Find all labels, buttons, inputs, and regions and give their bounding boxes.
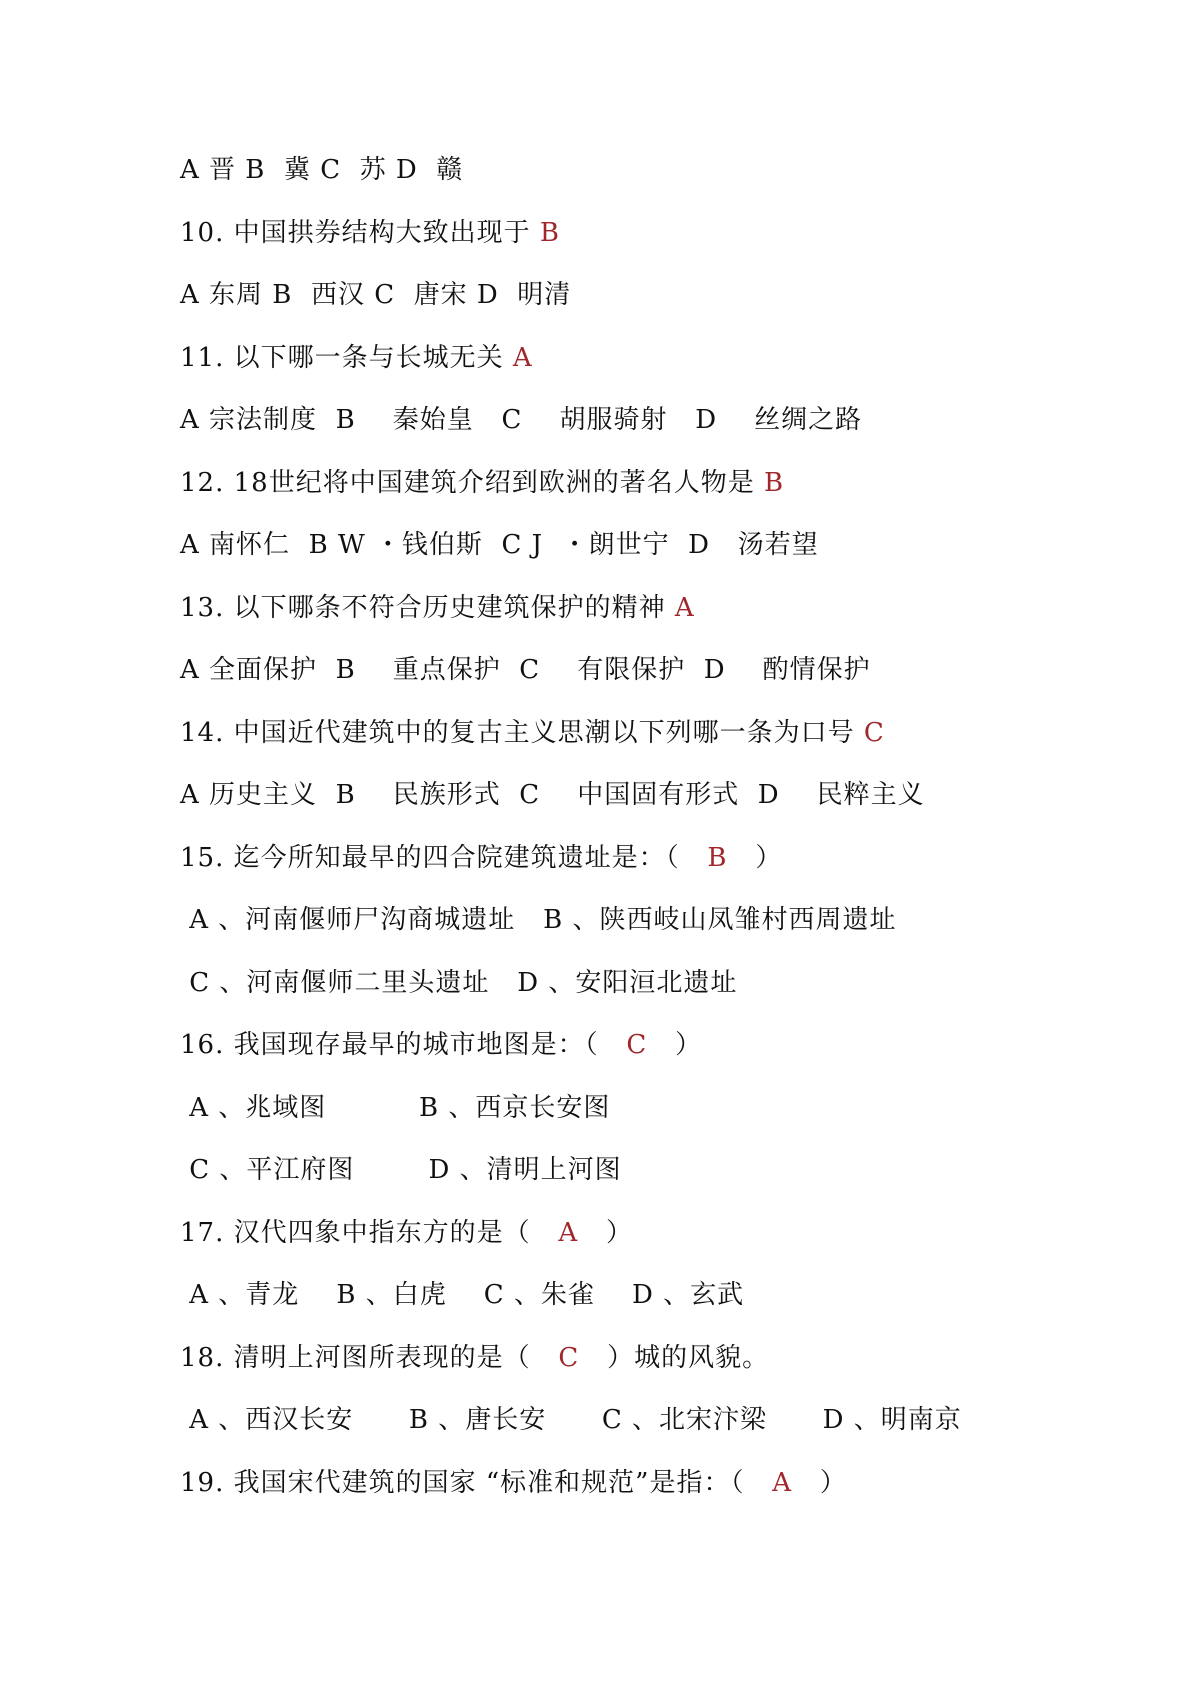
option-line-11: A 宗法制度 B 秦始皇 C 胡服骑射 D 丝绸之路 xyxy=(180,405,863,435)
option-line-15b: C 、河南偃师二里头遗址 D 、安阳洹北遗址 xyxy=(180,967,738,998)
answer-11: A xyxy=(512,342,533,373)
answer-16: C xyxy=(626,1030,648,1060)
answer-13: A xyxy=(674,592,695,623)
question-10: 10. 中国拱券结构大致出现于 B xyxy=(180,217,560,248)
answer-19: A xyxy=(772,1467,793,1498)
question-15: 15. 迄今所知最早的四合院建筑遗址是：（ B ） xyxy=(180,842,783,873)
question-12: 12. 18世纪将中国建筑介绍到欧洲的著名人物是 B xyxy=(180,467,785,498)
question-13: 13. 以下哪条不符合历史建筑保护的精神 A xyxy=(180,592,695,623)
option-line-17: A 、青龙 B 、白虎 C 、朱雀 D 、玄武 xyxy=(180,1280,745,1310)
option-line-16a: A 、兆域图 B 、西京长安图 xyxy=(180,1092,611,1123)
option-line-9: A 晋 B 冀 C 苏 D 赣 xyxy=(180,155,464,185)
option-line-13: A 全面保护 B 重点保护 C 有限保护 D 酌情保护 xyxy=(180,655,871,685)
question-18: 18. 清明上河图所表现的是（ C ）城的风貌。 xyxy=(180,1342,770,1373)
question-16: 16. 我国现存最早的城市地图是：（ C ） xyxy=(180,1030,703,1060)
answer-17: A xyxy=(558,1217,579,1248)
answer-15: B xyxy=(707,842,728,873)
option-line-10: A 东周 B 西汉 C 唐宋 D 明清 xyxy=(180,280,572,310)
answer-14: C xyxy=(863,717,885,748)
question-11: 11. 以下哪一条与长城无关 A xyxy=(180,342,533,373)
answer-12: B xyxy=(763,467,785,498)
option-line-12: A 南怀仁 B W ・钱伯斯 C J ・朗世宁 D 汤若望 xyxy=(180,530,819,560)
option-line-16b: C 、平江府图 D 、清明上河图 xyxy=(180,1155,622,1185)
option-line-14: A 历史主义 B 民族形式 C 中国固有形式 D 民粹主义 xyxy=(180,780,925,810)
question-17: 17. 汉代四象中指东方的是（ A ） xyxy=(180,1217,633,1248)
option-line-18: A 、西汉长安 B 、唐长安 C 、北宋汴梁 D 、明南京 xyxy=(180,1405,962,1435)
option-line-15a: A 、河南偃师尸沟商城遗址 B 、陕西岐山凤雏村西周遗址 xyxy=(180,905,897,935)
question-14: 14. 中国近代建筑中的复古主义思潮以下列哪一条为口号 C xyxy=(180,717,885,748)
answer-10: B xyxy=(539,217,560,248)
question-19: 19. 我国宋代建筑的国家 “标准和规范”是指：（ A ） xyxy=(180,1467,847,1498)
answer-18: C xyxy=(558,1342,580,1373)
